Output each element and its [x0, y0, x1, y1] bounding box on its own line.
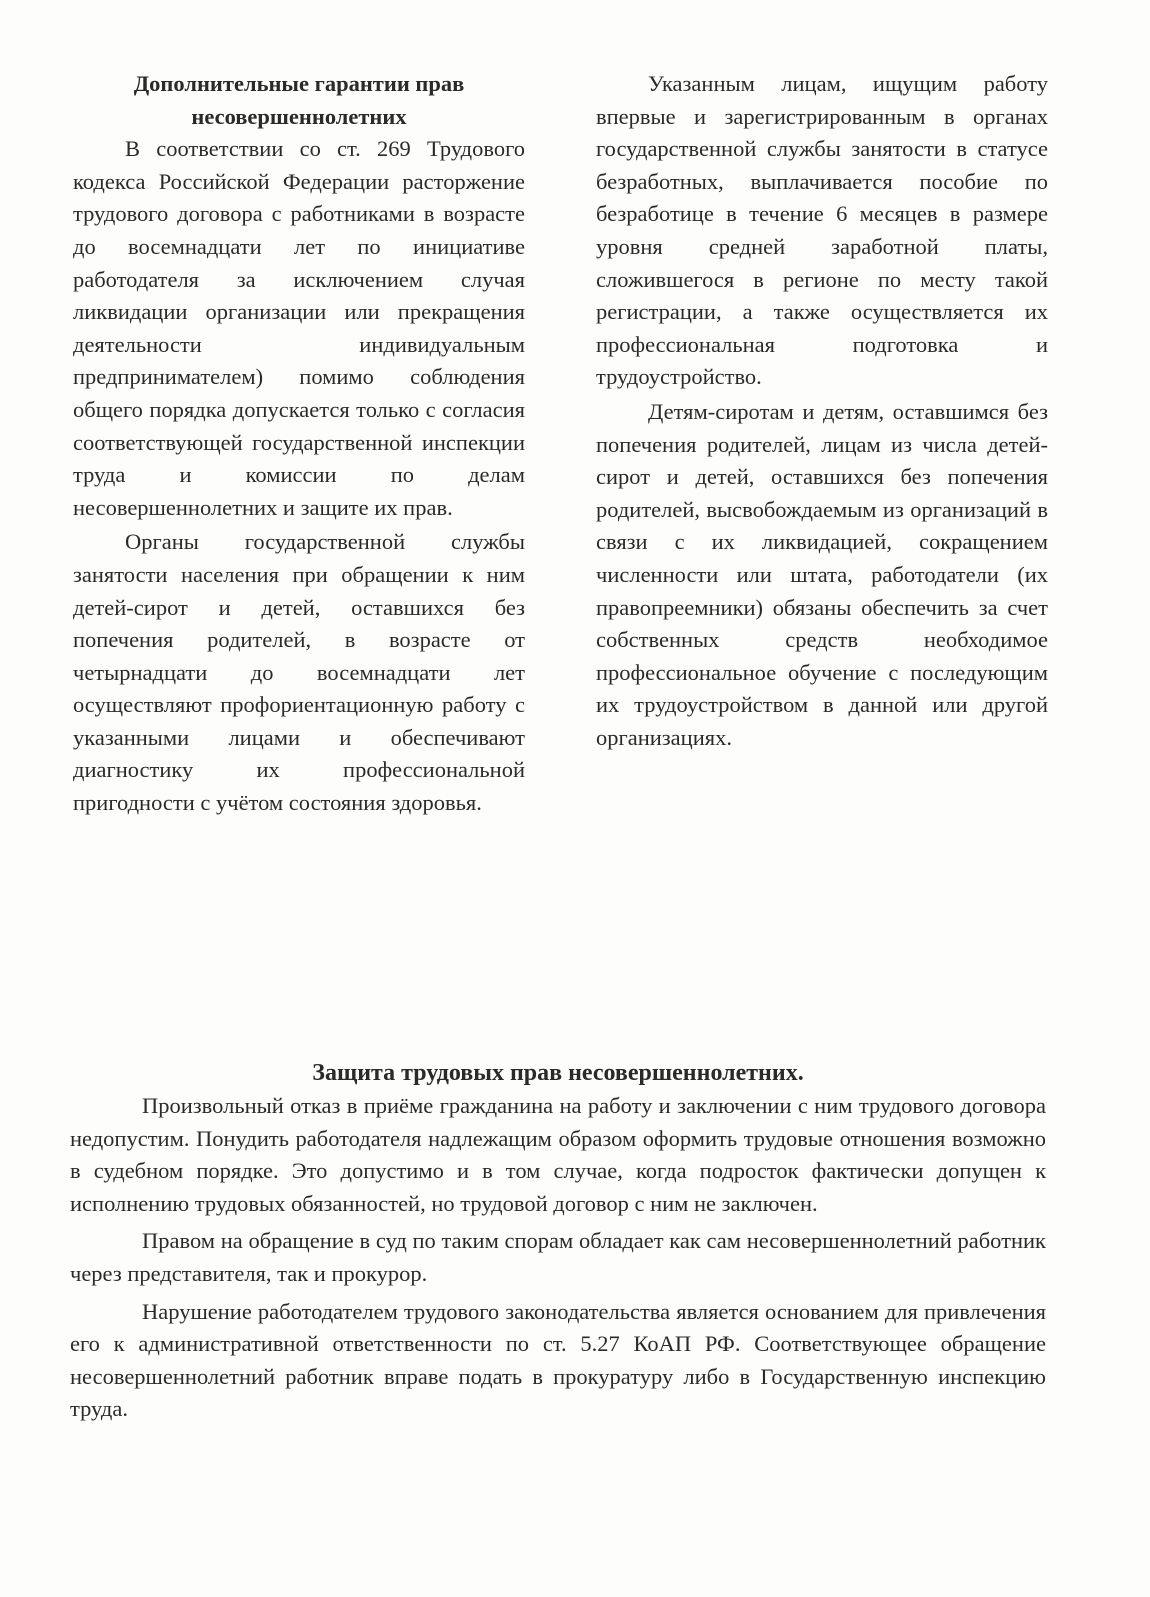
bottom-paragraph-1: Произвольный отказ в приёме гражданина на работу и заключении с ним трудового договора недопустим. Понудить работодателя надлежащим образом оформить трудовые отношения возможно в судебном порядке. Это допустимо и в том случае, когда подросток фактически допущен к исполнению трудовых обязанностей, но трудовой договор с ним не заключен.	[70, 1093, 1046, 1216]
right-paragraph-2: Детям-сиротам и детям, оставшимся без попечения родителей, лицам из числа детей-сирот и детей, оставшихся без попечения родителей, высвобождаемым из организаций в связи с их ликвидацией, сокращением численности или штата, работодатели (их правопреемники) обязаны обеспечить за счет собственных средств необходимое профессиональное обучение с последующим их трудоустройством в данной или другой организациях.	[596, 398, 1048, 750]
bottom-section-title: Защита трудовых прав несовершеннолетних.	[312, 1060, 804, 1086]
right-column	[596, 68, 1048, 754]
right-paragraph-1: Указанным лицам, ищущим работу впервые и зарегистрированным в органах государственной службы занятости в статусе безработных, выплачивается пособие по безработице в течение 6 месяцев в размере уровня средней заработной платы, сложившегося в регионе по месту такой регистрации, а также осуществляется их профессиональная подготовка и трудоустройство.	[596, 71, 1048, 390]
bottom-paragraph-2: Правом на обращение в суд по таким спорам обладает как сам несовершеннолетний работник через представителя, так и прокурор.	[70, 1228, 1046, 1286]
bottom-paragraph-3: Нарушение работодателем трудового законодательства является основанием для привлечения его к административной ответственности по ст. 5.27 КоАП РФ. Соответствующее обращение несовершеннолетний работник вправе подать в прокуратуру либо в Государственную инспекцию труда.	[70, 1298, 1046, 1422]
bottom-section	[70, 1056, 1046, 1426]
left-paragraph-1: В соответствии со ст. 269 Трудового кодекса Российской Федерации расторжение трудового договора с работниками в возрасте до восемнадцати лет по инициативе работодателя за исключением случая ликвидации организации или прекращения деятельности индивидуальным предпринимателем) помимо соблюдения общего порядка допускается только с согласия соответствующей государственной инспекции труда и комиссии по делам несовершеннолетних и защите их прав.	[73, 136, 525, 520]
left-column	[73, 68, 525, 820]
left-paragraph-2: Органы государственной службы занятости населения при обращении к ним детей-сирот и детей, оставшихся без попечения родителей, в возрасте от четырнадцати до восемнадцати лет осуществляют профориентационную работу с указанными лицами и обеспечивают диагностику их профессиональной пригодности с учётом состояния здоровья.	[73, 529, 525, 816]
left-column-title: Дополнительные гарантии прав несовершеннолетних	[133, 71, 465, 129]
